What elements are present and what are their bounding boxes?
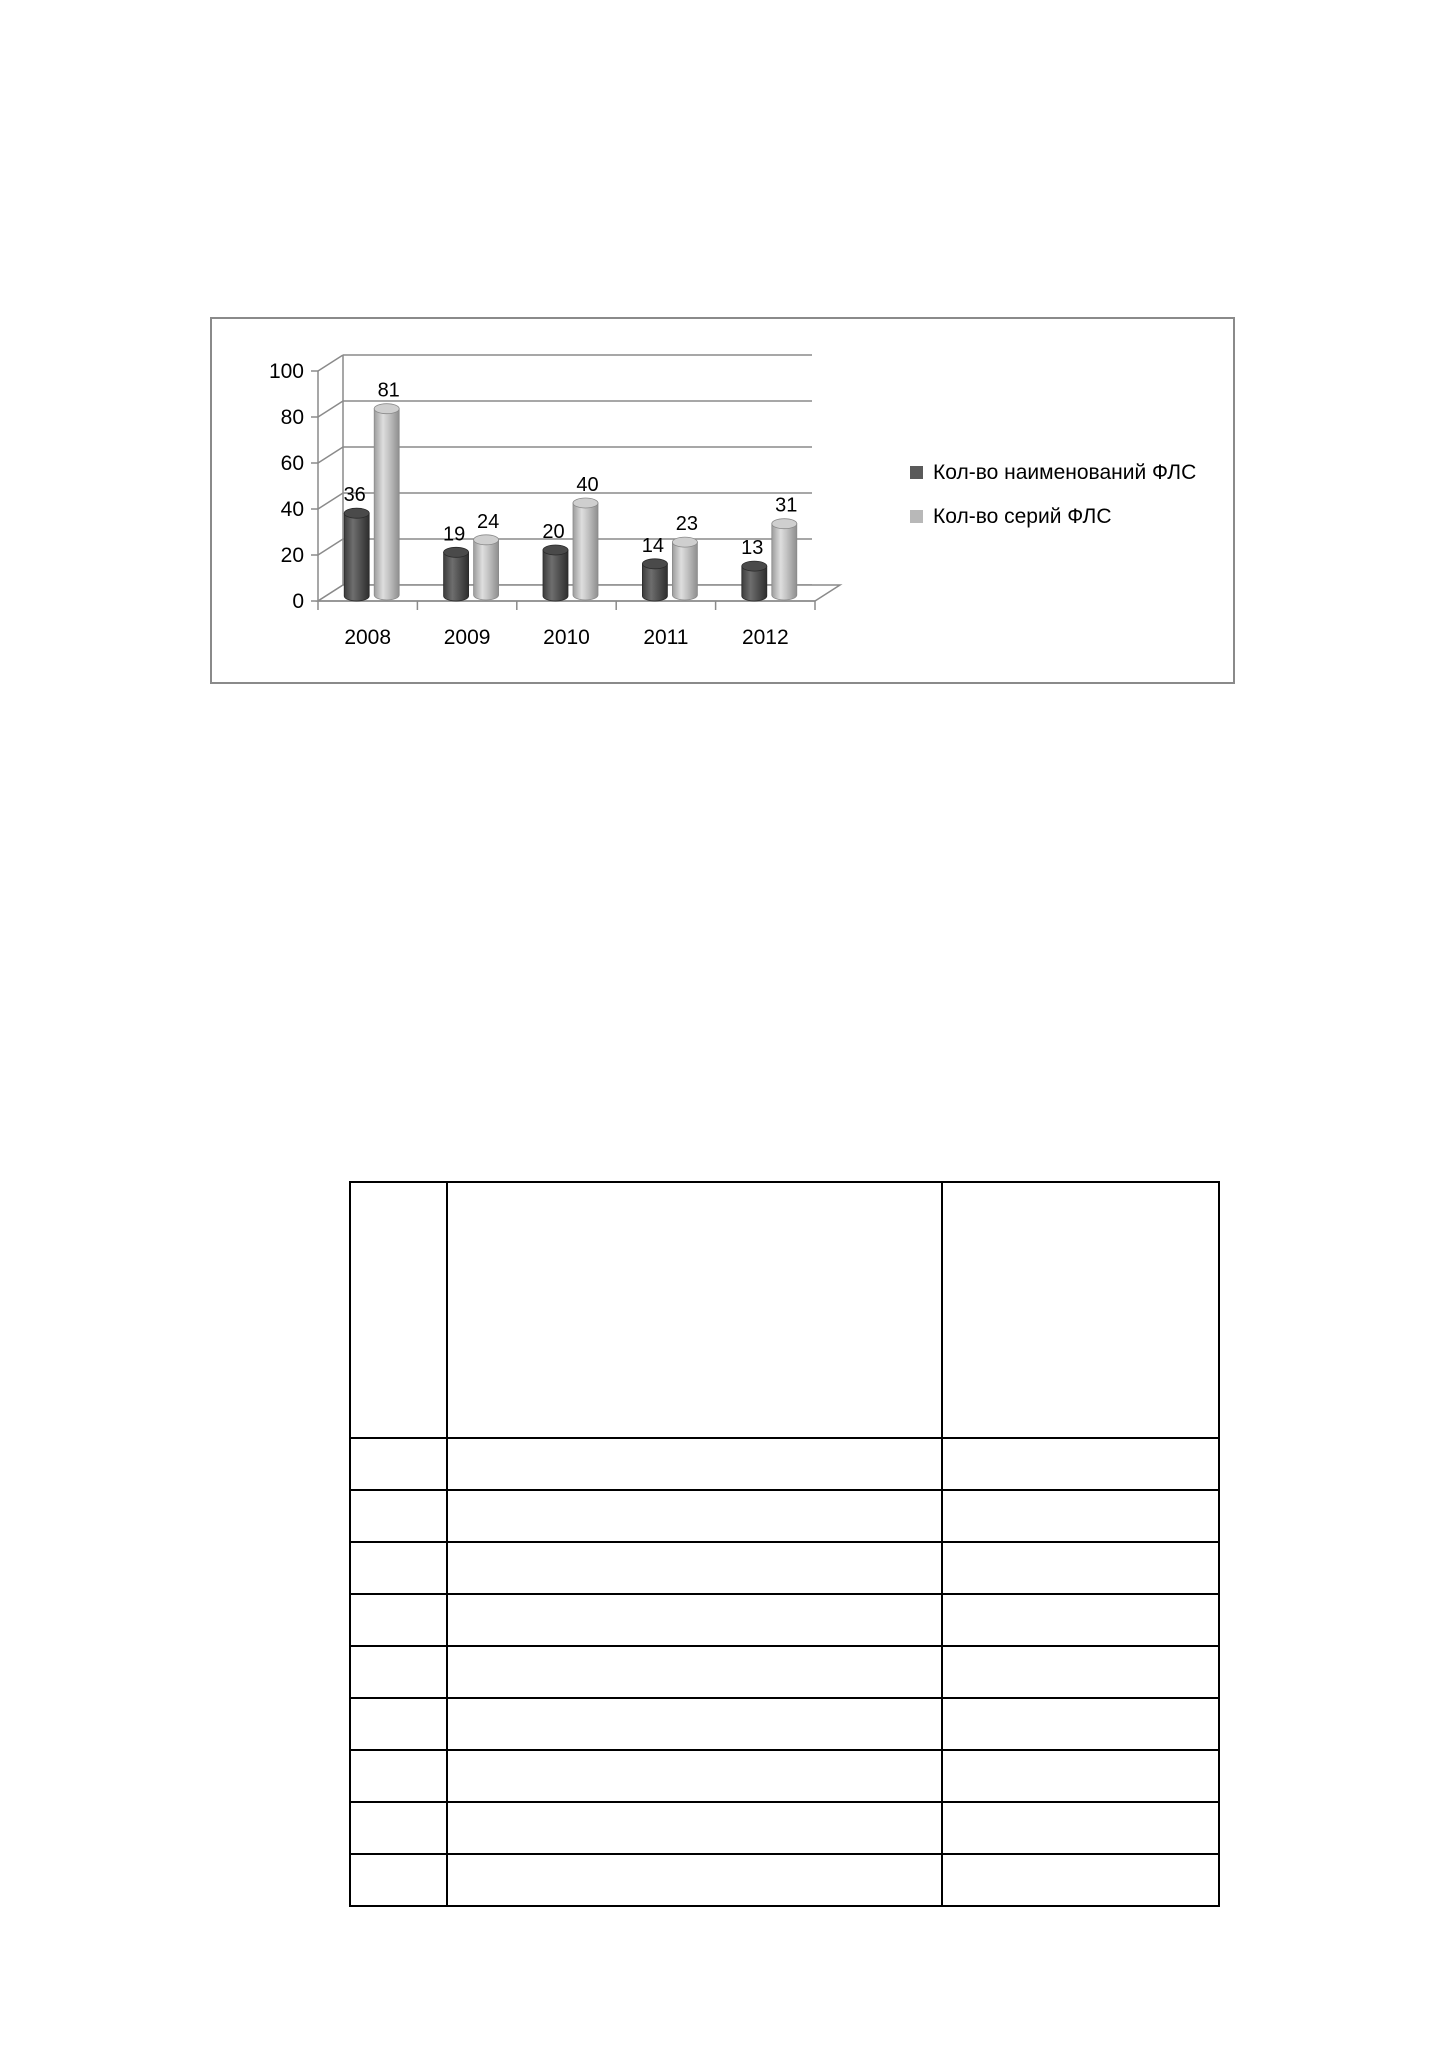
bar-series-2011 xyxy=(672,542,697,600)
data-label-series-2011: 23 xyxy=(675,513,699,536)
table-cell xyxy=(942,1594,1219,1646)
x-tick-label-2009: 2009 xyxy=(443,626,491,649)
data-label-names-2012: 13 xyxy=(741,537,764,560)
gridline-side-100 xyxy=(318,355,343,371)
table-cell xyxy=(942,1802,1219,1854)
table-row xyxy=(350,1542,1219,1594)
table-cell xyxy=(350,1750,447,1802)
y-tick-label-20: 20 xyxy=(280,544,304,567)
table-cell xyxy=(350,1542,447,1594)
table-cell xyxy=(350,1646,447,1698)
table-row xyxy=(350,1646,1219,1698)
table-cell xyxy=(447,1182,942,1438)
table-row xyxy=(350,1802,1219,1854)
table-cell xyxy=(447,1698,942,1750)
y-tick-label-80: 80 xyxy=(280,406,304,429)
bar-top-series-2010 xyxy=(573,498,598,508)
bar-top-series-2011 xyxy=(672,537,697,547)
table-cell xyxy=(447,1646,942,1698)
data-label-series-2012: 31 xyxy=(775,494,798,517)
x-tick-label-2008: 2008 xyxy=(344,626,392,649)
table-cell xyxy=(942,1182,1219,1438)
table-cell xyxy=(447,1854,942,1906)
table-cell xyxy=(942,1438,1219,1490)
bar-top-names-2008 xyxy=(344,508,369,518)
table-cell xyxy=(447,1802,942,1854)
legend-label-0: Кол-во наименований ФЛС xyxy=(933,461,1197,484)
bar-names-2011 xyxy=(642,564,667,601)
legend-label-1: Кол-во серий ФЛС xyxy=(933,505,1112,528)
bar-top-names-2012 xyxy=(742,561,767,571)
table-row xyxy=(350,1182,1219,1438)
table-cell xyxy=(942,1750,1219,1802)
table-row xyxy=(350,1698,1219,1750)
bar-names-2010 xyxy=(543,550,568,601)
table-cell xyxy=(350,1854,447,1906)
table-cell xyxy=(350,1438,447,1490)
table-row xyxy=(350,1594,1219,1646)
data-label-series-2008: 81 xyxy=(377,379,400,402)
table-cell xyxy=(350,1490,447,1542)
table-cell xyxy=(350,1594,447,1646)
table-cell xyxy=(447,1490,942,1542)
y-tick-label-60: 60 xyxy=(280,452,304,475)
bar-top-series-2009 xyxy=(474,535,499,545)
bar-top-names-2011 xyxy=(642,559,667,569)
x-tick-label-2012: 2012 xyxy=(741,626,789,649)
chart-frame xyxy=(210,317,1235,684)
table-cell xyxy=(942,1542,1219,1594)
bar-chart xyxy=(212,319,1233,682)
table-cell xyxy=(942,1854,1219,1906)
y-tick-label-40: 40 xyxy=(280,498,304,521)
table-cell xyxy=(350,1182,447,1438)
data-label-names-2010: 20 xyxy=(542,521,565,543)
table-cell xyxy=(942,1646,1219,1698)
table-cell xyxy=(447,1750,942,1802)
data-label-series-2010: 40 xyxy=(576,474,599,496)
bar-top-series-2008 xyxy=(374,404,399,414)
x-tick-label-2010: 2010 xyxy=(543,626,590,649)
data-label-names-2011: 14 xyxy=(641,534,665,557)
bar-series-2009 xyxy=(474,540,499,600)
gridline-side-40 xyxy=(318,493,343,509)
bar-top-names-2010 xyxy=(543,545,568,555)
bar-series-2008 xyxy=(374,409,399,600)
table-cell xyxy=(447,1438,942,1490)
data-label-series-2009: 24 xyxy=(476,510,500,533)
x-tick-label-2011: 2011 xyxy=(643,626,689,649)
table-cell xyxy=(942,1698,1219,1750)
bar-series-2010 xyxy=(573,503,598,600)
table-row xyxy=(350,1490,1219,1542)
y-tick-label-100: 100 xyxy=(268,360,304,383)
table-row xyxy=(350,1750,1219,1802)
bar-top-names-2009 xyxy=(444,547,469,557)
legend-swatch-1 xyxy=(910,510,923,523)
table-cell xyxy=(447,1594,942,1646)
y-tick-label-0: 0 xyxy=(292,590,304,613)
bar-series-2012 xyxy=(772,524,797,600)
bar-top-series-2012 xyxy=(772,519,797,529)
data-label-names-2009: 19 xyxy=(442,523,466,546)
table-cell xyxy=(350,1802,447,1854)
gridline-side-20 xyxy=(318,539,343,555)
table-cell xyxy=(350,1698,447,1750)
bar-names-2009 xyxy=(444,552,469,601)
gridline-side-60 xyxy=(318,447,343,463)
bar-names-2008 xyxy=(344,513,369,601)
table-row xyxy=(350,1438,1219,1490)
table-row xyxy=(350,1854,1219,1906)
empty-table xyxy=(349,1181,1220,1907)
legend-swatch-0 xyxy=(910,466,923,479)
gridline-side-80 xyxy=(318,401,343,417)
table-cell xyxy=(942,1490,1219,1542)
data-label-names-2008: 36 xyxy=(343,484,366,507)
table-cell xyxy=(447,1542,942,1594)
